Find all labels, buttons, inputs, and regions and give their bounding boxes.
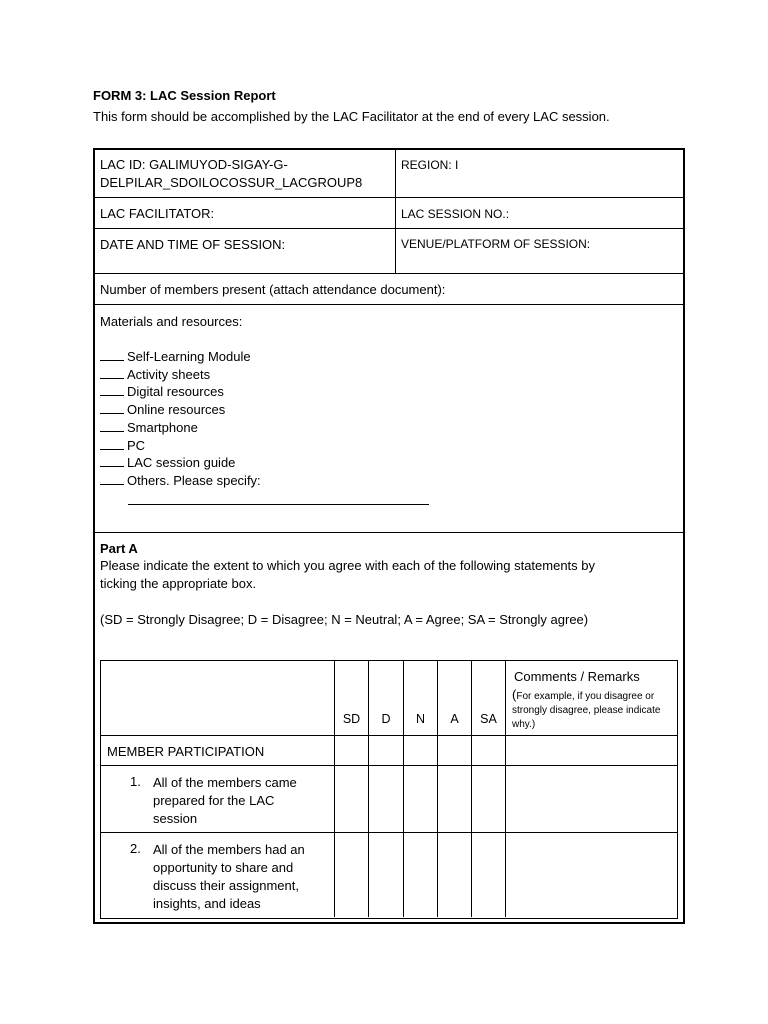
material-option[interactable]: Online resources [100,401,261,419]
material-option[interactable]: Smartphone [100,419,261,437]
tick-blank[interactable] [100,473,124,485]
lac-id-line1: LAC ID: GALIMUYOD-SIGAY-G- [100,157,288,172]
part-a-heading: Part A [100,541,138,556]
part-a-instruction-2: ticking the appropriate box. [100,576,257,591]
column-divider [403,661,404,917]
others-specify-line[interactable] [128,504,429,505]
column-divider [334,661,335,917]
lac-id-line2: DELPILAR_SDOILOCOSSUR_LACGROUP8 [100,175,363,190]
row-divider [95,304,683,305]
session-no-field: LAC SESSION NO.: [401,207,510,221]
item-statement: All of the members came prepared for the LAC session [153,775,297,826]
rating-table [100,660,678,919]
item-number: 1. [130,774,141,789]
col-header-sa: SA [480,712,497,726]
form-title: FORM 3: LAC Session Report [93,88,276,103]
tick-blank[interactable] [100,384,124,396]
members-present-field: Number of members present (attach attendance document): [100,282,446,297]
date-time-field: DATE AND TIME OF SESSION: [100,237,286,252]
lac-id-field [100,156,362,192]
materials-checklist [100,348,261,490]
tick-blank[interactable] [100,349,124,361]
column-divider [368,661,369,917]
item-statement: All of the members had an opportunity to share and discuss their assignment, insights, and ideas [153,842,305,911]
row-divider [101,832,677,833]
col-header-d: D [381,712,391,726]
row-divider [95,273,683,274]
remarks-header: Comments / Remarks [514,669,640,684]
tick-blank[interactable] [100,402,124,414]
materials-label: Materials and resources: [100,314,243,329]
material-option[interactable]: LAC session guide [100,454,261,472]
row-divider [95,228,683,229]
material-option[interactable]: Self-Learning Module [100,348,261,366]
tick-blank[interactable] [100,455,124,467]
region-field: REGION: I [401,158,459,172]
material-option[interactable]: Others. Please specify: [100,472,261,490]
row-divider [95,197,683,198]
facilitator-field: LAC FACILITATOR: [100,206,215,221]
session-report-form [93,148,685,924]
row-divider [101,765,677,766]
tick-blank[interactable] [100,420,124,432]
material-option[interactable]: Activity sheets [100,366,261,384]
column-divider [505,661,506,917]
column-divider [471,661,472,917]
form-subtitle: This form should be accomplished by the LAC Facilitator at the end of every LAC session. [93,109,610,124]
column-divider [395,150,396,273]
col-header-sd: SD [342,712,361,726]
tick-blank[interactable] [100,438,124,450]
material-option[interactable]: Digital resources [100,383,261,401]
column-divider [437,661,438,917]
row-divider [95,532,683,533]
row-divider [101,735,677,736]
remarks-note: (For example, if you disagree or strongly disagree, please indicate why.) [512,687,661,730]
item-number: 2. [130,841,141,856]
col-header-n: N [415,712,426,726]
venue-field: VENUE/PLATFORM OF SESSION: [401,237,591,251]
tick-blank[interactable] [100,367,124,379]
part-a-instruction-1: Please indicate the extent to which you agree with each of the following statements by [100,558,596,573]
section-member-participation: MEMBER PARTICIPATION [107,744,265,759]
col-header-a: A [450,712,459,726]
rating-legend: (SD = Strongly Disagree; D = Disagree; N = Neutral; A = Agree; SA = Strongly agree) [100,612,589,627]
material-option[interactable]: PC [100,437,261,455]
